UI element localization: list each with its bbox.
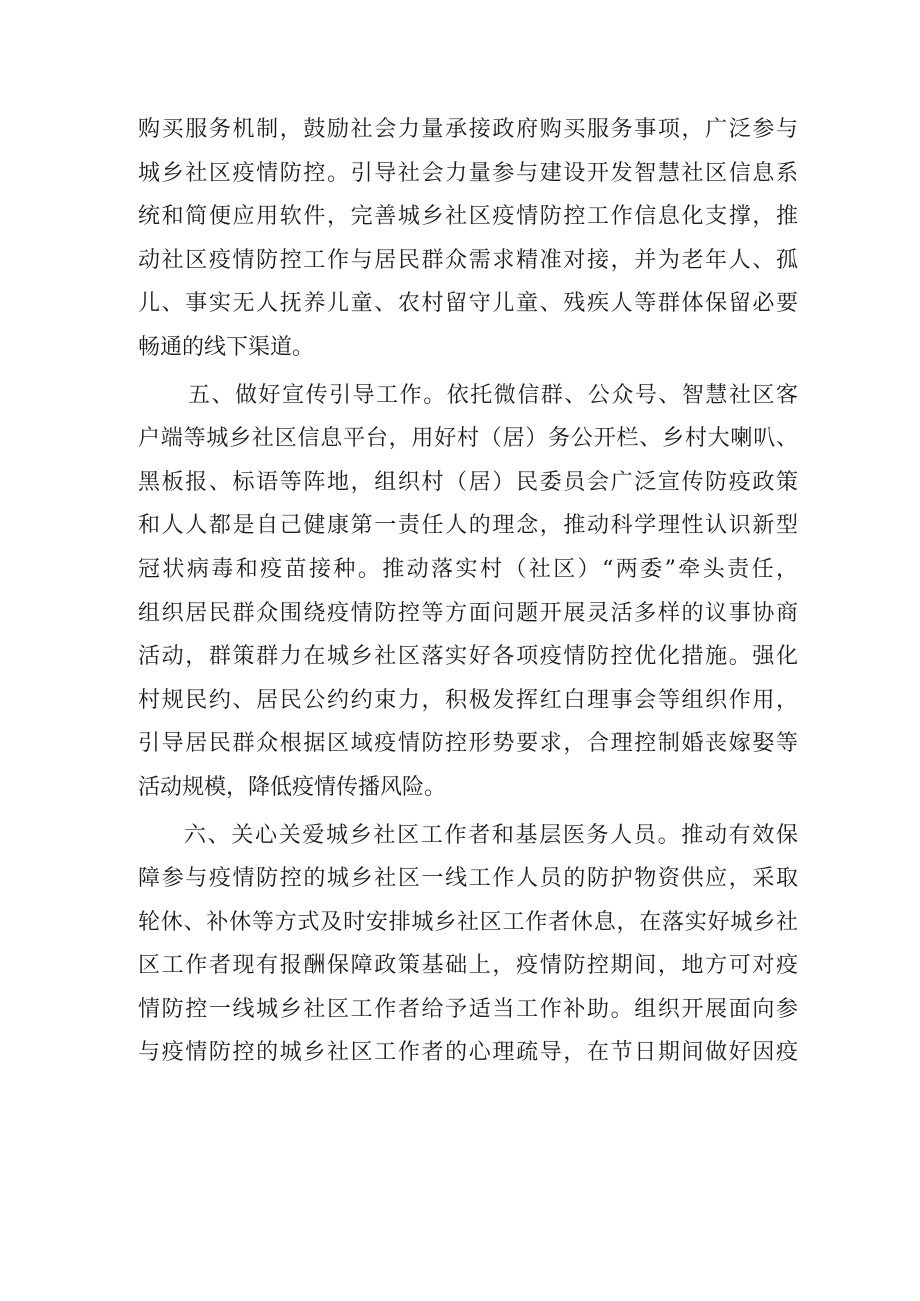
text-line: 购买服务机制，鼓励社会力量承接政府购买服务事项，广泛参与: [138, 117, 798, 142]
text-line: 黑板报、标语等阵地，组织村（居）民委员会广泛宣传防疫政策: [138, 469, 798, 495]
text-line: 轮休、补休等方式及时安排城乡社区工作者休息，在落实好城乡社: [138, 909, 798, 935]
paragraph-continued: [138, 108, 798, 370]
text-line: 冠状病毒和疫苗接种。推动落实村（社区）“两委”牵头责任，: [138, 556, 798, 582]
text-line: 活动规模，降低疫情传播风险。: [138, 774, 447, 800]
text-line: 区工作者现有报酬保障政策基础上，疫情防控期间，地方可对疫: [138, 953, 798, 979]
paragraph-heading-line: 五、做好宣传引导工作。依托微信群、公众号、智慧社区客: [188, 382, 798, 408]
text-line: 村规民约、居民公约约束力，积极发挥红白理事会等组织作用，: [138, 687, 798, 713]
paragraph-six-care: [138, 814, 798, 1076]
paragraph-heading-line: 六、关心关爱城乡社区工作者和基层医务人员。推动有效保: [184, 822, 798, 848]
text-line: 户端等城乡社区信息平台，用好村（居）务公开栏、乡村大喇叭、: [138, 426, 798, 452]
text-line: 城乡社区疫情防控。引导社会力量参与建设开发智慧社区信息系: [138, 160, 798, 186]
text-line: 统和简便应用软件，完善城乡社区疫情防控工作信息化支撑，推: [138, 204, 798, 230]
text-line: 畅通的线下渠道。: [138, 334, 315, 360]
text-line: 与疫情防控的城乡社区工作者的心理疏导，在节日期间做好因疫: [138, 1040, 798, 1066]
text-line: 儿、事实无人抚养儿童、农村留守儿童、残疾人等群体保留必要: [138, 291, 798, 317]
paragraph-five-publicity: [138, 374, 798, 810]
text-line: 引导居民群众根据区域疫情防控形势要求，合理控制婚丧嫁娶等: [138, 731, 798, 757]
document-page: [138, 108, 798, 1075]
text-line: 活动，群策群力在城乡社区落实好各项疫情防控优化措施。强化: [138, 644, 798, 670]
text-line: 情防控一线城乡社区工作者给予适当工作补助。组织开展面向参: [138, 996, 798, 1022]
text-line: 和人人都是自己健康第一责任人的理念，推动科学理性认识新型: [138, 513, 798, 539]
text-line: 组织居民群众围绕疫情防控等方面问题开展灵活多样的议事协商: [138, 600, 798, 626]
text-line: 动社区疫情防控工作与居民群众需求精准对接，并为老年人、孤: [138, 247, 798, 273]
text-line: 障参与疫情防控的城乡社区一线工作人员的防护物资供应，采取: [138, 866, 798, 892]
